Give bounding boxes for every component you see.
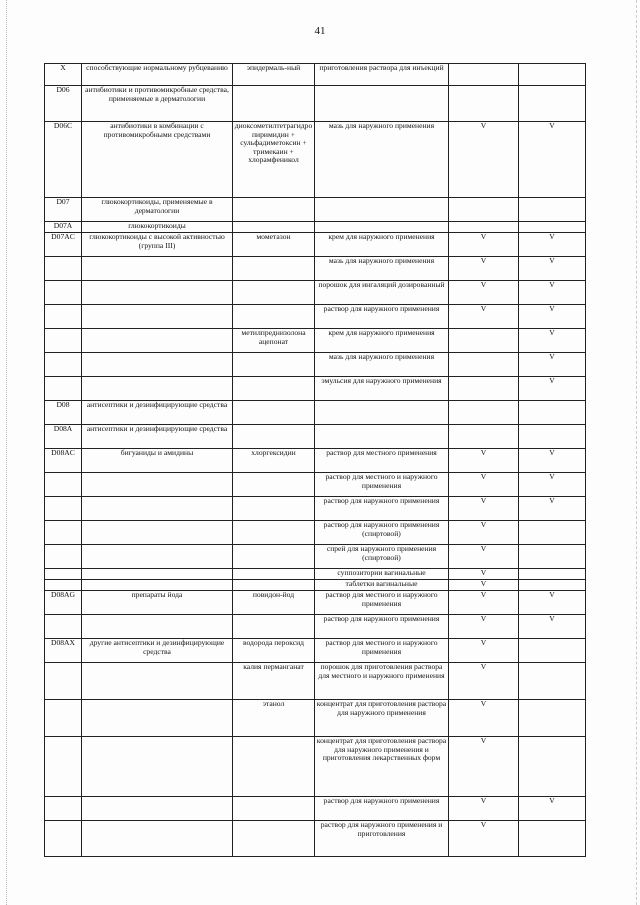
table-cell-form: раствор для наружного применения (315, 615, 449, 639)
table-cell-group (82, 305, 233, 329)
table-cell-substance: этанол (233, 700, 315, 737)
table-row (45, 821, 586, 857)
drug-table-body (45, 64, 586, 857)
table-cell-mark-2: V (519, 797, 586, 821)
table-cell-substance (233, 737, 315, 797)
table-cell-group (82, 569, 233, 580)
table-row (45, 281, 586, 305)
table-cell-code (45, 700, 82, 737)
table-cell-mark-2: V (519, 233, 586, 257)
table-cell-substance (233, 305, 315, 329)
table-row (45, 591, 586, 615)
table-cell-form: порошок для приготовления раствора для местного и наружного применения (315, 663, 449, 700)
table-cell-form: концентрат для приготовления раствора для наружного применения (315, 700, 449, 737)
table-cell-substance: водорода пероксид (233, 639, 315, 663)
table-cell-mark-2: V (519, 615, 586, 639)
table-cell-form: мазь для наружного применения (315, 257, 449, 281)
table-cell-group (82, 821, 233, 857)
table-cell-group: способствующие нормальному рубцеванию (82, 64, 233, 86)
table-cell-mark-1: V (449, 663, 519, 700)
table-cell-form (315, 425, 449, 449)
table-cell-mark-1 (449, 425, 519, 449)
table-cell-mark-2 (519, 222, 586, 233)
table-cell-substance (233, 222, 315, 233)
table-cell-form: раствор для местного и наружного применения (315, 473, 449, 497)
table-cell-form: крем для наружного применения (315, 233, 449, 257)
table-row (45, 580, 586, 591)
table-cell-group (82, 353, 233, 377)
table-cell-substance (233, 545, 315, 569)
table-cell-substance (233, 521, 315, 545)
table-cell-form: суппозитории вагинальные (315, 569, 449, 580)
table-row (45, 377, 586, 401)
table-cell-substance: метилпреднизолона ацепонат (233, 329, 315, 353)
table-cell-mark-1: V (449, 257, 519, 281)
table-cell-mark-2 (519, 64, 586, 86)
table-row (45, 305, 586, 329)
table-cell-mark-1: V (449, 615, 519, 639)
table-cell-mark-1: V (449, 449, 519, 473)
table-cell-mark-1 (449, 401, 519, 425)
table-cell-substance (233, 401, 315, 425)
table-cell-form: концентрат для приготовления раствора для наружного применения и приготовления лекарственных форм (315, 737, 449, 797)
table-cell-mark-1 (449, 64, 519, 86)
table-row (45, 797, 586, 821)
table-cell-mark-2 (519, 86, 586, 122)
table-cell-substance: диоксометилтетрагидропиримидин + сульфадиметоксин + тримекаин + хлорамфеникол (233, 122, 315, 198)
table-cell-form: раствор для местного применения (315, 449, 449, 473)
table-cell-mark-2 (519, 198, 586, 222)
table-cell-group (82, 700, 233, 737)
table-cell-form (315, 222, 449, 233)
table-cell-substance (233, 353, 315, 377)
table-cell-mark-2: V (519, 449, 586, 473)
table-cell-code: D08AX (45, 639, 82, 663)
table-cell-group: антисептики и дезинфицирующие средства (82, 425, 233, 449)
table-cell-group (82, 329, 233, 353)
table-cell-substance (233, 615, 315, 639)
table-cell-mark-2 (519, 700, 586, 737)
table-cell-form (315, 401, 449, 425)
table-row (45, 737, 586, 797)
table-cell-code (45, 353, 82, 377)
table-cell-code: D08AG (45, 591, 82, 615)
table-cell-mark-2 (519, 401, 586, 425)
table-row (45, 233, 586, 257)
table-cell-group: антисептики и дезинфицирующие средства (82, 401, 233, 425)
table-cell-group (82, 580, 233, 591)
table-cell-group (82, 737, 233, 797)
table-cell-code (45, 473, 82, 497)
table-cell-substance (233, 821, 315, 857)
table-cell-code (45, 305, 82, 329)
table-cell-mark-2: V (519, 377, 586, 401)
table-cell-code (45, 281, 82, 305)
table-row (45, 639, 586, 663)
table-cell-group (82, 615, 233, 639)
table-cell-mark-1 (449, 86, 519, 122)
table-cell-group (82, 663, 233, 700)
table-row (45, 497, 586, 521)
table-cell-mark-1: V (449, 821, 519, 857)
table-cell-form: мазь для наружного применения (315, 122, 449, 198)
table-cell-mark-2 (519, 569, 586, 580)
table-row (45, 449, 586, 473)
table-cell-form: таблетки вагинальные (315, 580, 449, 591)
table-row (45, 222, 586, 233)
table-cell-substance (233, 497, 315, 521)
table-cell-mark-2 (519, 663, 586, 700)
table-cell-substance: эпидермаль-ный (233, 64, 315, 86)
table-cell-code: D08 (45, 401, 82, 425)
table-cell-mark-2: V (519, 591, 586, 615)
table-cell-form: раствор для местного и наружного применения (315, 591, 449, 615)
table-cell-mark-2: V (519, 353, 586, 377)
table-cell-mark-1 (449, 353, 519, 377)
table-cell-substance (233, 377, 315, 401)
table-cell-mark-1: V (449, 521, 519, 545)
table-row (45, 353, 586, 377)
table-cell-mark-1: V (449, 737, 519, 797)
table-cell-group: препараты йода (82, 591, 233, 615)
table-cell-form: раствор для наружного применения и приготовления (315, 821, 449, 857)
table-cell-code (45, 663, 82, 700)
table-cell-mark-1: V (449, 797, 519, 821)
table-cell-substance: мометазон (233, 233, 315, 257)
table-cell-form: раствор для местного и наружного применения (315, 639, 449, 663)
table-cell-code (45, 497, 82, 521)
scan-edge-right (636, 0, 637, 905)
table-cell-substance (233, 580, 315, 591)
table-row (45, 198, 586, 222)
table-cell-mark-1 (449, 329, 519, 353)
table-cell-mark-2: V (519, 329, 586, 353)
table-row (45, 86, 586, 122)
table-cell-code: D06 (45, 86, 82, 122)
drug-table (44, 63, 586, 857)
table-cell-mark-1: V (449, 473, 519, 497)
table-cell-group (82, 377, 233, 401)
table-cell-code (45, 821, 82, 857)
table-cell-substance: хлоргексидин (233, 449, 315, 473)
table-cell-mark-1: V (449, 305, 519, 329)
table-cell-substance: повидон-йод (233, 591, 315, 615)
table-cell-group (82, 545, 233, 569)
table-cell-form (315, 198, 449, 222)
table-cell-mark-2: V (519, 122, 586, 198)
table-cell-form: мазь для наружного применения (315, 353, 449, 377)
table-cell-form: эмульсия для наружного применения (315, 377, 449, 401)
table-cell-mark-2 (519, 545, 586, 569)
table-cell-group: глюкокортикоиды, применяемые в дерматологии (82, 198, 233, 222)
table-cell-mark-1: V (449, 497, 519, 521)
table-cell-substance (233, 473, 315, 497)
table-cell-mark-1: V (449, 591, 519, 615)
table-row (45, 329, 586, 353)
table-row (45, 425, 586, 449)
table-cell-code (45, 545, 82, 569)
table-cell-mark-1: V (449, 545, 519, 569)
table-cell-group: бигуаниды и амидины (82, 449, 233, 473)
table-row (45, 545, 586, 569)
table-cell-group: глюкокортикоиды (82, 222, 233, 233)
table-cell-code (45, 521, 82, 545)
table-cell-form: порошок для ингаляций дозированный (315, 281, 449, 305)
table-cell-form: крем для наружного применения (315, 329, 449, 353)
table-cell-mark-2 (519, 580, 586, 591)
table-cell-code: X (45, 64, 82, 86)
table-cell-code (45, 615, 82, 639)
table-row (45, 64, 586, 86)
table-cell-form: раствор для наружного применения (спиртовой) (315, 521, 449, 545)
table-cell-code (45, 569, 82, 580)
table-cell-code: D08AC (45, 449, 82, 473)
table-cell-mark-1: V (449, 569, 519, 580)
table-cell-code (45, 580, 82, 591)
table-cell-group (82, 797, 233, 821)
table-row (45, 473, 586, 497)
table-cell-mark-2: V (519, 305, 586, 329)
table-row (45, 122, 586, 198)
table-cell-mark-1: V (449, 639, 519, 663)
table-cell-substance (233, 797, 315, 821)
table-cell-group: антибиотики в комбинации с противомикробными средствами (82, 122, 233, 198)
table-cell-mark-1 (449, 377, 519, 401)
table-row (45, 401, 586, 425)
table-cell-form: раствор для наружного применения (315, 305, 449, 329)
table-cell-group: антибиотики и противомикробные средства, применяемые в дерматологии (82, 86, 233, 122)
table-cell-form (315, 86, 449, 122)
table-cell-code (45, 737, 82, 797)
table-cell-mark-1: V (449, 281, 519, 305)
table-cell-mark-1 (449, 198, 519, 222)
table-cell-mark-2: V (519, 497, 586, 521)
table-cell-form: приготовления раствора для инъекций (315, 64, 449, 86)
table-cell-mark-2 (519, 639, 586, 663)
table-cell-group: другие антисептики и дезинфицирующие средства (82, 639, 233, 663)
table-cell-substance (233, 425, 315, 449)
table-cell-substance (233, 86, 315, 122)
table-cell-form: спрей для наружного применения (спиртовой) (315, 545, 449, 569)
table-cell-mark-1: V (449, 580, 519, 591)
table-cell-mark-1 (449, 222, 519, 233)
table-cell-code: D08A (45, 425, 82, 449)
scan-edge-left (6, 0, 7, 905)
table-row (45, 663, 586, 700)
table-cell-mark-2 (519, 521, 586, 545)
table-cell-group: глюкокортикоиды с высокой активностью (группа III) (82, 233, 233, 257)
table-row (45, 257, 586, 281)
table-cell-group (82, 281, 233, 305)
table-cell-code (45, 377, 82, 401)
table-cell-code (45, 329, 82, 353)
table-cell-code: D07AC (45, 233, 82, 257)
table-cell-form: раствор для наружного применения (315, 797, 449, 821)
table-cell-mark-2 (519, 737, 586, 797)
table-cell-mark-2: V (519, 257, 586, 281)
page-number: 41 (314, 25, 326, 37)
table-cell-substance (233, 257, 315, 281)
table-row (45, 615, 586, 639)
table-cell-code (45, 257, 82, 281)
table-cell-code: D07 (45, 198, 82, 222)
table-cell-group (82, 521, 233, 545)
table-cell-substance: калия перманганат (233, 663, 315, 700)
table-cell-form: раствор для наружного применения (315, 497, 449, 521)
table-cell-code: D07A (45, 222, 82, 233)
table-cell-group (82, 257, 233, 281)
table-cell-mark-2 (519, 425, 586, 449)
table-row (45, 700, 586, 737)
table-cell-code (45, 797, 82, 821)
table-cell-mark-1: V (449, 700, 519, 737)
table-cell-group (82, 497, 233, 521)
table-row (45, 569, 586, 580)
table-cell-mark-2 (519, 821, 586, 857)
table-cell-code: D06C (45, 122, 82, 198)
table-cell-substance (233, 198, 315, 222)
table-cell-substance (233, 569, 315, 580)
table-cell-group (82, 473, 233, 497)
table-cell-substance (233, 281, 315, 305)
table-cell-mark-1: V (449, 233, 519, 257)
table-cell-mark-1: V (449, 122, 519, 198)
table-row (45, 521, 586, 545)
table-cell-mark-2: V (519, 281, 586, 305)
table-cell-mark-2: V (519, 473, 586, 497)
